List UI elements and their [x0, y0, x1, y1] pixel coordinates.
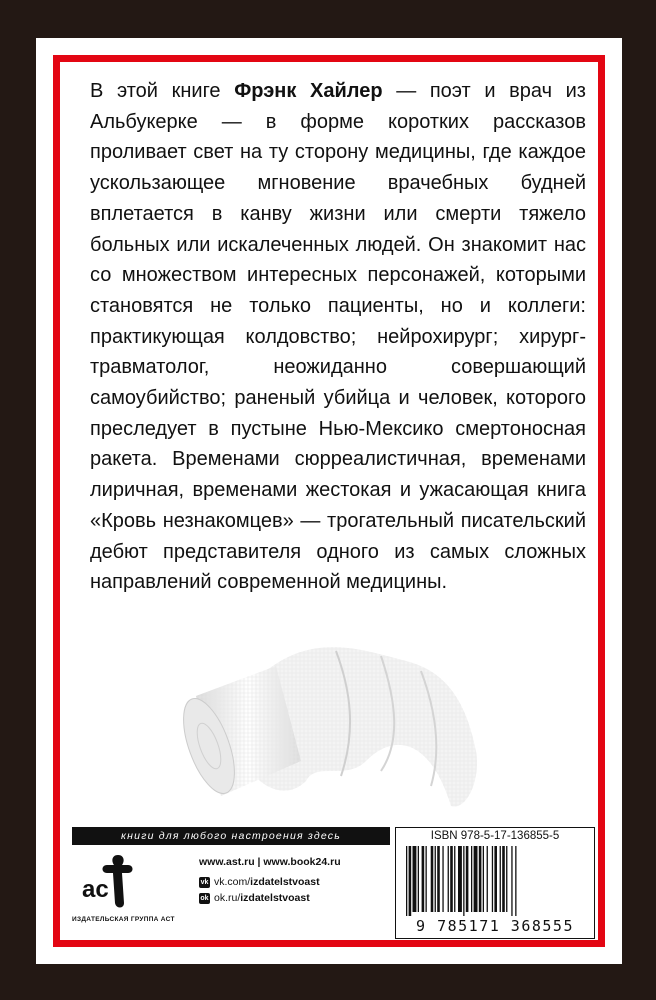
slogan-banner: книги для любого настроения здесь [72, 827, 390, 845]
ast-logo [78, 853, 140, 911]
barcode-bar [458, 846, 462, 912]
vk-link[interactable] [199, 876, 320, 888]
barcode-bar [511, 846, 512, 916]
barcode-bar [515, 846, 516, 916]
barcode [404, 846, 588, 916]
barcode-bar [506, 846, 507, 912]
author-name: Фрэнк Хайлер [234, 80, 383, 102]
barcode-bar [409, 846, 412, 916]
ok-handle: izdatelstvoast [240, 892, 310, 904]
barcode-bar [502, 846, 505, 912]
logo-letters: ac [82, 876, 109, 903]
barcode-bar [483, 846, 484, 912]
barcode-bar [413, 846, 417, 912]
barcode-bar [422, 846, 425, 912]
barcode-bar [471, 846, 472, 912]
barcode-bar [406, 846, 407, 916]
barcode-bar [479, 846, 482, 912]
isbn-label: ISBN 978-5-17-136855-5 [430, 830, 560, 842]
vk-handle: izdatelstvoast [250, 876, 320, 888]
vk-icon: vk [200, 878, 209, 886]
annotation-body: — поэт и врач из Альбукерке — в форме коротких рассказов проливает свет на ту сторону медицины, где каждое ускользающее мгновение врачебных будней вплетается в канву жизни или смерти тяжело больных или искалеченных людей. Он знакомит нас со множеством интересных персонажей, которыми становятся не только пациенты, но и коллеги: практикующая колдовство; нейрохирург; хирург-травматолог, неожиданно совершающий самоубийство; раненый убийца и человек, которого преследует в пустыне Нью-Мексико смертоносная ракета. Временами сюрреалистичная, временами лиричная, временами жестокая и ужасающая книга «Кровь незнакомцев» — трогательный писательский дебют представителя одного из самых сложных направлений современной медицины. [90, 80, 586, 594]
ok-icon: ok [200, 894, 209, 902]
annotation-intro: В этой книге [90, 80, 221, 102]
barcode-bar [450, 846, 453, 912]
barcode-bar [463, 846, 464, 916]
barcode-bar [442, 846, 443, 912]
barcode-bar [448, 846, 449, 912]
barcode-bar [474, 846, 478, 912]
barcode-bar [435, 846, 436, 912]
barcode-bar [487, 846, 488, 912]
annotation-text [90, 76, 586, 598]
website-links[interactable]: www.ast.ru | www.book24.ru [199, 856, 341, 868]
barcode-bar [494, 846, 497, 912]
barcode-digits: 9 785171 368555 [416, 917, 574, 935]
barcode-bar [492, 846, 493, 912]
barcode-bar [500, 846, 501, 912]
ok-link[interactable] [199, 892, 310, 904]
vk-prefix: vk.com/ [214, 876, 251, 888]
barcode-bar [466, 846, 469, 912]
bandage-image [166, 611, 496, 831]
barcode-bar [431, 846, 434, 912]
back-cover [36, 38, 622, 964]
barcode-bar [437, 846, 440, 912]
barcode-bar [426, 846, 427, 912]
ok-prefix: ok.ru/ [214, 892, 241, 904]
isbn-block [395, 827, 595, 939]
barcode-bar [418, 846, 419, 912]
barcode-bar [454, 846, 455, 912]
publisher-label: ИЗДАТЕЛЬСКАЯ ГРУППА АСТ [72, 916, 175, 923]
